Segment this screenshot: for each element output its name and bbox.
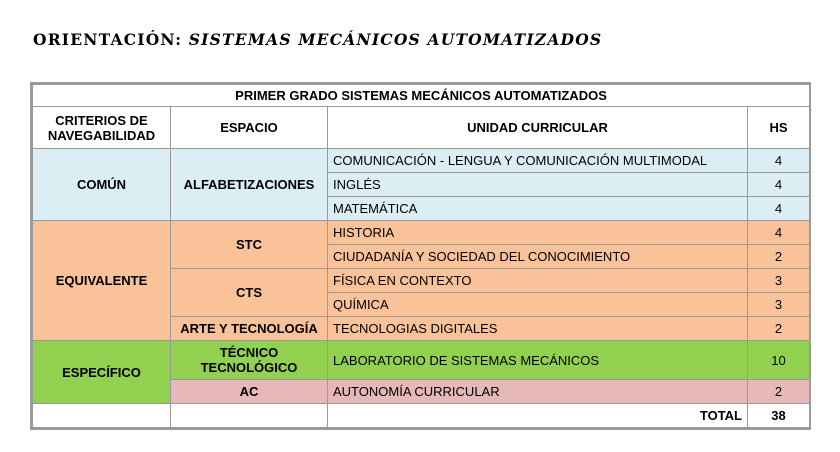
hs-cell: 2 <box>748 380 810 404</box>
unidad-cell: COMUNICACIÓN - LENGUA Y COMUNICACIÓN MULTIMODAL <box>328 149 748 173</box>
hs-cell: 4 <box>748 173 810 197</box>
empty-cell <box>171 404 328 428</box>
orientation-heading <box>33 30 602 49</box>
table-title-row <box>33 85 810 107</box>
hs-cell: 2 <box>748 245 810 269</box>
total-value: 38 <box>748 404 810 428</box>
orientation-label: ORIENTACIÓN: <box>33 30 183 49</box>
header-unidad: UNIDAD CURRICULAR <box>328 107 748 149</box>
table-title: PRIMER GRADO SISTEMAS MECÁNICOS AUTOMATIZADOS <box>33 85 810 107</box>
curriculum-table <box>32 84 810 428</box>
unidad-cell: LABORATORIO DE SISTEMAS MECÁNICOS <box>328 341 748 380</box>
header-criterios: CRITERIOS DE NAVEGABILIDAD <box>33 107 171 149</box>
espacio-cts: CTS <box>171 269 328 317</box>
espacio-arte: ARTE Y TECNOLOGÍA <box>171 317 328 341</box>
espacio-stc: STC <box>171 221 328 269</box>
hs-cell: 4 <box>748 221 810 245</box>
empty-cell <box>33 404 171 428</box>
hs-cell: 2 <box>748 317 810 341</box>
total-row <box>33 404 810 428</box>
espacio-alfabetizaciones: ALFABETIZACIONES <box>171 149 328 221</box>
orientation-value: SISTEMAS MECÁNICOS AUTOMATIZADOS <box>188 30 603 49</box>
total-label: TOTAL <box>328 404 748 428</box>
unidad-cell: CIUDADANÍA Y SOCIEDAD DEL CONOCIMIENTO <box>328 245 748 269</box>
unidad-cell: HISTORIA <box>328 221 748 245</box>
unidad-cell: TECNOLOGIAS DIGITALES <box>328 317 748 341</box>
unidad-cell: AUTONOMÍA CURRICULAR <box>328 380 748 404</box>
espacio-tecnico: TÉCNICO TECNOLÓGICO <box>171 341 328 380</box>
table-header-row <box>33 107 810 149</box>
unidad-cell: INGLÉS <box>328 173 748 197</box>
hs-cell: 4 <box>748 197 810 221</box>
unidad-cell: FÍSICA EN CONTEXTO <box>328 269 748 293</box>
header-espacio: ESPACIO <box>171 107 328 149</box>
group-especifico: ESPECÍFICO <box>33 341 171 404</box>
hs-cell: 3 <box>748 269 810 293</box>
hs-cell: 10 <box>748 341 810 380</box>
hs-cell: 4 <box>748 149 810 173</box>
table-row <box>33 149 810 173</box>
group-equivalente: EQUIVALENTE <box>33 221 171 341</box>
group-comun: COMÚN <box>33 149 171 221</box>
table-row <box>33 341 810 380</box>
header-hs: HS <box>748 107 810 149</box>
hs-cell: 3 <box>748 293 810 317</box>
espacio-ac: AC <box>171 380 328 404</box>
unidad-cell: QUÍMICA <box>328 293 748 317</box>
table-row <box>33 221 810 245</box>
unidad-cell: MATEMÁTICA <box>328 197 748 221</box>
curriculum-table-wrapper <box>30 82 811 430</box>
